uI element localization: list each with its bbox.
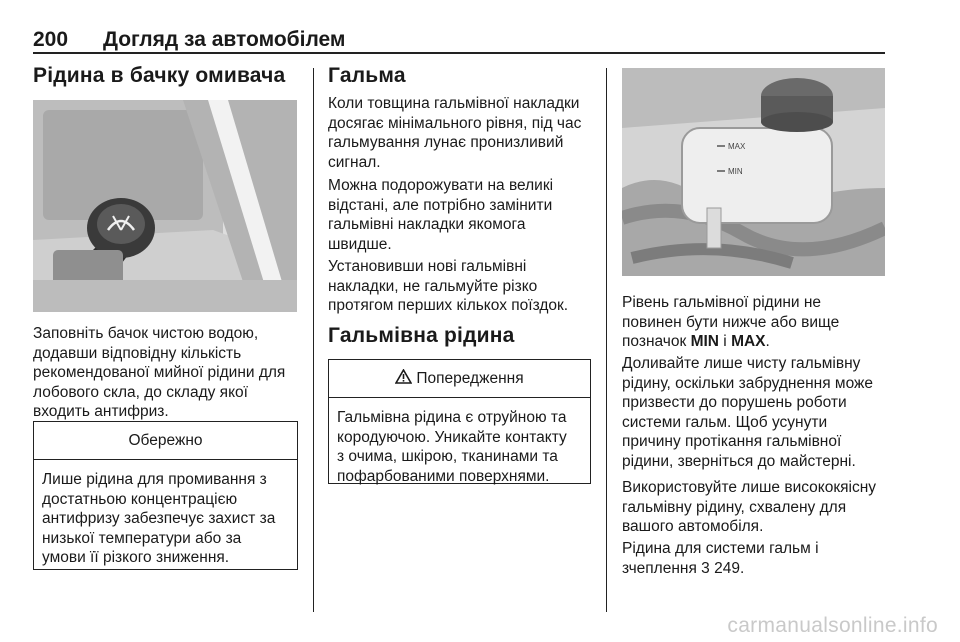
washer-fluid-image (33, 100, 297, 312)
column-divider-2 (606, 68, 607, 612)
page-title: Догляд за автомобілем (103, 28, 346, 51)
caution-body: Лише рідина для промивання з достатньою концентрацією антифризу забезпечує захист за низької температури або за умови її різкого зниження. (42, 471, 276, 566)
brakes-paragraph-3: Установивши нові гальмівні накладки, не гальмуйте різко протягом перших кількох поїздок. (328, 258, 569, 314)
header-rule (33, 52, 885, 54)
watermark: carmanualsonline.info (727, 614, 938, 637)
caution-title: Обережно (34, 422, 297, 460)
brake-fluid-image (622, 68, 885, 276)
warning-body: Гальмівна рідина є отруйною та кородуючою. Уникайте контакту з очима, шкірою, тканинами та пофарбованими поверхнями. (337, 409, 567, 485)
brake-fluid-heading: Гальмівна рідина (328, 324, 515, 347)
column-divider-1 (313, 68, 314, 612)
brakes-paragraph-1: Коли товщина гальмівної накладки досягає мінімального рівня, під час гальмування лунає пронизливий сигнал. (328, 95, 582, 171)
brakes-paragraph-2: Можна подорожувати на великі відстані, але потрібно замінити гальмівні накладки якомога швидше. (328, 177, 554, 253)
warning-notice (328, 359, 591, 484)
page-reference-link[interactable]: 3 249. (701, 559, 745, 577)
washer-fluid-paragraph: Заповніть бачок чистою водою, додавши відповідну кількість рекомендованої мийної рідини для лобового скла, до складу якої входить антифриз. (33, 325, 286, 420)
page-number: 200 (33, 28, 69, 51)
warning-title: Попередження (329, 360, 590, 398)
brake-fluid-paragraph-1: Рівень гальмівної рідини не повинен бути нижче або вище позначок MIN і MAX. (622, 294, 840, 350)
warning-triangle-icon (395, 369, 412, 389)
washer-fluid-heading: Рідина в бачку омивача (33, 64, 286, 87)
brakes-heading: Гальма (328, 64, 406, 87)
min-mark-text: MIN (690, 333, 719, 350)
brake-fluid-paragraph-3: Використовуйте лише висококяісну гальмівну рідину, схвалену для вашого автомобіля. (622, 479, 877, 535)
image-max-mark: MAX (728, 142, 746, 151)
brake-fluid-paragraph-2: Доливайте лише чисту гальмівну рідину, оскільки забруднення може призвести до порушень роботи системи гальм. Щоб усунути причину протікання гальмівної рідини, зверніться до майстерні. (622, 355, 874, 470)
image-min-mark: MIN (728, 167, 743, 176)
brake-fluid-paragraph-4: Рідина для системи гальм і зчеплення 3 249. (622, 540, 819, 577)
max-mark-text: MAX (731, 333, 766, 350)
page-header (33, 28, 345, 52)
caution-notice (33, 421, 298, 570)
